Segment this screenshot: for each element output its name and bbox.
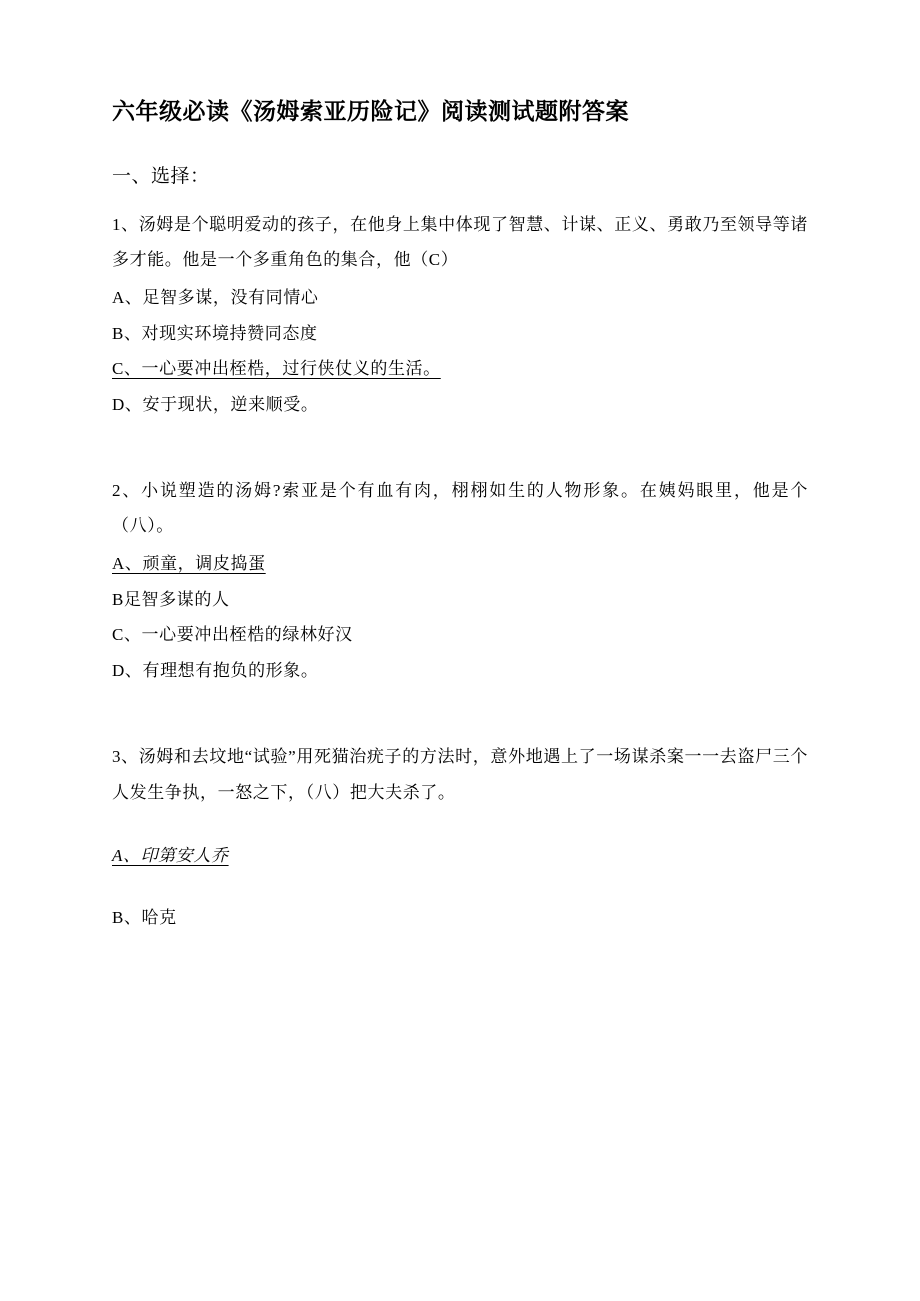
question-option: A、足智多谋，没有同情心 [112,287,319,307]
question-block-2 [112,473,808,689]
page-title: 六年级必读《汤姆索亚历险记》阅读测试题附答案 [112,99,629,124]
question-option: D、有理想有抱负的形象。 [112,661,319,681]
question-stem: 2、小说塑造的汤姆?索亚是个有血有肉，栩栩如生的人物形象。在姨妈眼里，他是个（八）。 [112,480,808,536]
question-stem: 1、汤姆是个聪明爱动的孩子，在他身上集中体现了智慧、计谋、正义、勇敢乃至领导等诸多才能。他是一个多重角色的集合，他（C） [112,214,808,270]
section-heading: 一、选择： [112,166,210,188]
question-option-answer: A、顽童，调皮捣蛋 [112,554,266,574]
question-option-answer: C、一心要冲出桎梏，过行侠仗义的生活。 [112,359,441,379]
question-option: C、一心要冲出桎梏的绿林好汉 [112,625,353,645]
spacer [112,874,808,900]
question-option: B、对现实环境持赞同态度 [112,323,318,343]
question-option: D、安于现状，逆来顺受。 [112,395,319,415]
question-option: B、哈克 [112,907,177,927]
spacer [112,699,808,739]
question-stem: 3、汤姆和去坟地“试验”用死猫治疣子的方法时，意外地遇上了一场谋杀案一一去盗尸三个人发生争执，一怒之下，（八）把大夫杀了。 [112,746,808,802]
spacer [112,812,808,838]
question-block-3 [112,739,808,936]
question-option-answer: A、印第安人乔 [112,846,229,866]
question-block-1 [112,207,808,423]
question-option: B足智多谋的人 [112,589,230,609]
spacer [112,433,808,473]
